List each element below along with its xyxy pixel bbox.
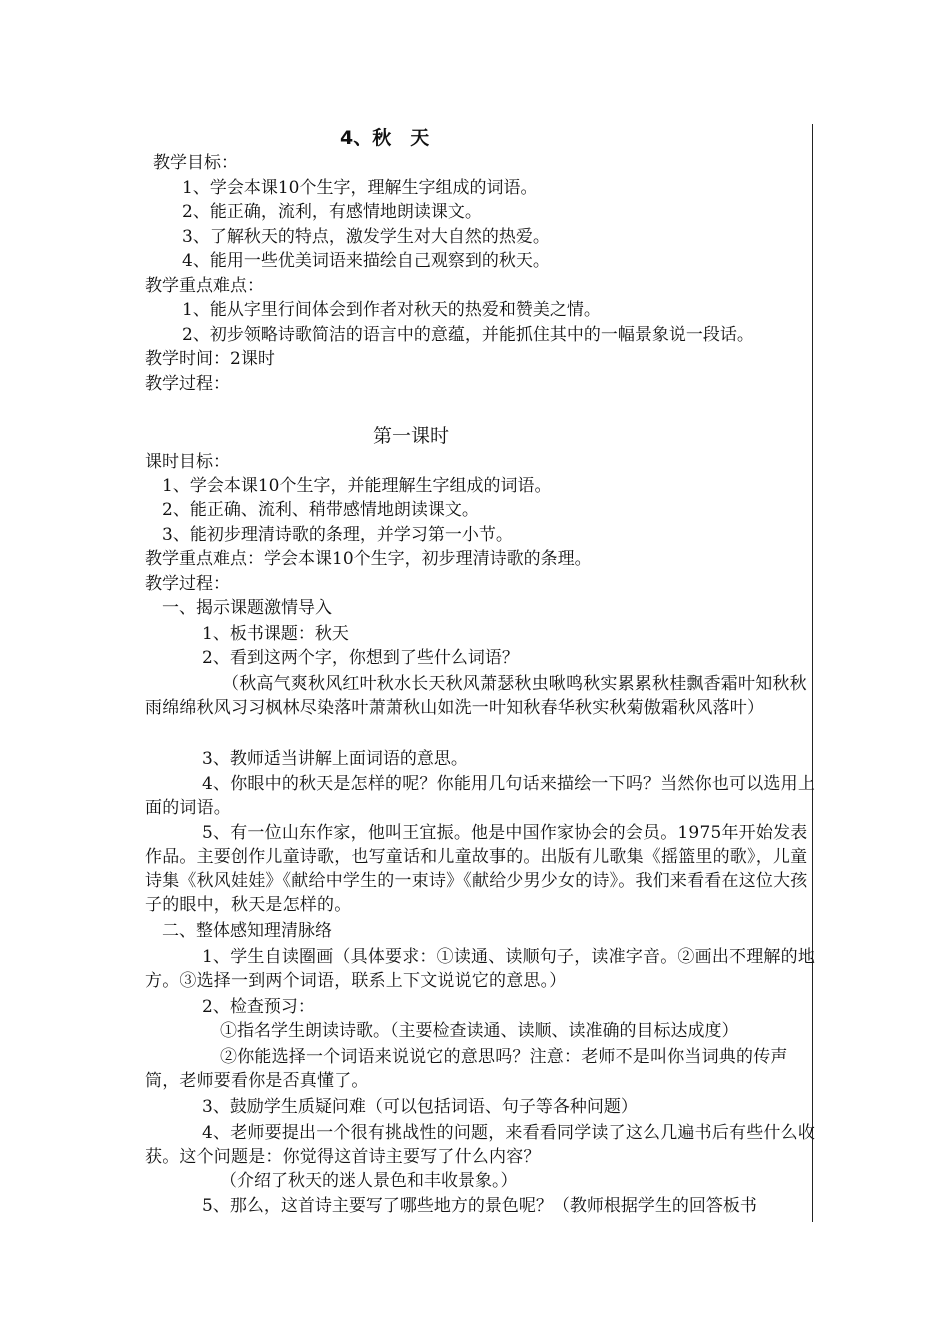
goals-label: 教学目标：	[153, 153, 238, 173]
goal-item: 4、能用一些优美词语来描绘自己观察到的秋天。	[182, 251, 550, 271]
lesson-goal-item: 2、能正确、流利、稍带感情地朗读课文。	[162, 500, 479, 520]
goal-item: 2、能正确，流利，有感情地朗读课文。	[182, 202, 482, 222]
goal-item: 3、了解秋天的特点，激发学生对大自然的热爱。	[182, 227, 550, 247]
key-point-item: 1、能从字里行间体会到作者对秋天的热爱和赞美之情。	[182, 300, 601, 320]
lesson-goals-label: 课时目标：	[145, 452, 230, 472]
step-item: 3、鼓励学生质疑问难（可以包括词语、句子等各种问题）	[202, 1097, 638, 1117]
step-item: 1、板书课题：秋天	[202, 624, 349, 644]
lesson-key-points: 教学重点难点：学会本课10个生字，初步理清诗歌的条理。	[145, 549, 592, 569]
section-title: 第一课时	[373, 425, 450, 447]
step-item: 2、检查预习：	[202, 997, 315, 1017]
key-point-item: 2、初步领略诗歌简洁的语言中的意蕴，并能抓住其中的一幅景象说一段话。	[182, 325, 754, 345]
step-item: 1、学生自读圈画（具体要求：①读通、读顺句子，读准字音。②画出不理解的地方。③选择一到两个词语，联系上下文说说它的意思。）	[145, 947, 816, 991]
lesson-process-label: 教学过程：	[145, 574, 230, 594]
step-heading: 一、揭示课题激情导入	[162, 598, 332, 618]
step-heading: 二、整体感知理清脉络	[162, 921, 332, 941]
key-points-label: 教学重点难点：	[145, 276, 264, 296]
goal-item: 1、学会本课10个生字，理解生字组成的词语。	[182, 178, 538, 198]
lesson-goal-item: 3、能初步理清诗歌的条理，并学习第一小节。	[162, 525, 513, 545]
step-item: 4、你眼中的秋天是怎样的呢？你能用几句话来描绘一下吗？当然你也可以选用上面的词语。	[145, 774, 816, 818]
teaching-time: 教学时间：2课时	[145, 349, 275, 369]
step-item: 5、有一位山东作家，他叫王宜振。他是中国作家协会的会员。1975年开始发表作品。主要创作儿童诗歌，也写童话和儿童故事的。出版有儿歌集《摇篮里的歌》，儿童诗集《秋风娃娃》《献给中学生的一束诗》《献给少男少女的诗》。我们来看看在这位大孩子的眼中，秋天是怎样的。	[145, 823, 808, 915]
lesson-goal-item: 1、学会本课10个生字，并能理解生字组成的词语。	[162, 476, 552, 496]
sub-step-item: ②你能选择一个词语来说说它的意思吗？注意：老师不是叫你当词典的传声筒，老师要看你是否真懂了。	[145, 1047, 788, 1091]
sub-step-item: ①指名学生朗读诗歌。（主要检查读通、读顺、读准确的目标达成度）	[220, 1021, 739, 1041]
step-item: 5、那么，这首诗主要写了哪些地方的景色呢？（教师根据学生的回答板书	[202, 1196, 757, 1216]
teaching-process-label: 教学过程：	[145, 374, 230, 394]
step-item: 4、老师要提出一个很有挑战性的问题，来看看同学读了这么几遍书后有些什么收获。这个问题是：你觉得这首诗主要写了什么内容？	[145, 1123, 816, 1167]
lesson-title: 4、秋 天	[340, 127, 430, 149]
step-answer: （介绍了秋天的迷人景色和丰收景象。）	[220, 1171, 518, 1191]
step-item: 3、教师适当讲解上面词语的意思。	[202, 749, 468, 769]
step-item: 2、看到这两个字，你想到了些什么词语？	[202, 648, 519, 668]
word-list: （秋高气爽秋风红叶秋水长天秋风萧瑟秋虫啾鸣秋实累累秋桂飘香霜叶知秋秋雨绵绵秋风习习枫林尽染落叶萧萧秋山如洗一叶知秋春华秋实秋菊傲霜秋风落叶）	[145, 674, 807, 718]
